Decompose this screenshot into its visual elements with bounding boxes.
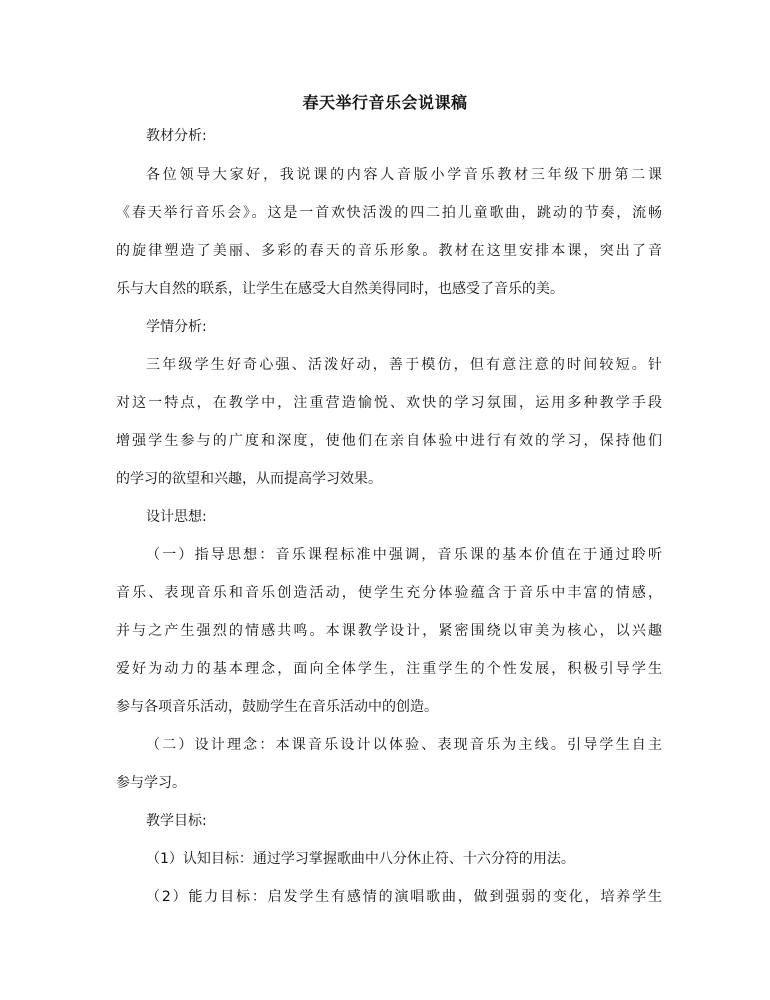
paragraph-line: （二）设计理念：本课音乐设计以体验、表现音乐为主线。引导学生自主 xyxy=(146,737,662,753)
paragraph-line: 各位领导大家好，我说课的内容人音版小学音乐教材三年级下册第二课 xyxy=(146,167,662,183)
goal-item-ability: （2）能力目标：启发学生有感情的演唱歌曲，做到强弱的变化，培养学生 xyxy=(146,889,662,905)
heading-textbook-analysis: 教材分析: xyxy=(146,128,207,144)
paragraph-line: 音乐、表现音乐和音乐创造活动，使学生充分体验蕴含于音乐中丰富的情感， xyxy=(116,585,662,601)
paragraph-line: 参与学习。 xyxy=(116,775,186,791)
paragraph-line: 乐与大自然的联系，让学生在感受大自然美得同时，也感受了音乐的美。 xyxy=(116,281,564,297)
heading-student-analysis: 学情分析: xyxy=(146,319,207,335)
paragraph-line: 对这一特点，在教学中，注重营造愉悦、欢快的学习氛围，运用多种教学手段 xyxy=(116,395,662,411)
paragraph-line: 爱好为动力的基本理念，面向全体学生，注重学生的个性发展，积极引导学生 xyxy=(116,661,662,677)
paragraph-line: （一）指导思想：音乐课程标准中强调，音乐课的基本价值在于通过聆听 xyxy=(146,547,662,563)
paragraph-line: 《春天举行音乐会》。这是一首欢快活泼的四二拍儿童歌曲，跳动的节奏，流畅 xyxy=(116,205,662,221)
paragraph-line: 的旋律塑造了美丽、多彩的春天的音乐形象。教材在这里安排本课，突出了音 xyxy=(116,243,662,259)
paragraph-line: 三年级学生好奇心强、活泼好动，善于模仿，但有意注意的时间较短。针 xyxy=(146,357,662,373)
paragraph-line: 的学习的欲望和兴趣，从而提高学习效果。 xyxy=(116,471,382,487)
document-title: 春天举行音乐会说课稿 xyxy=(302,93,468,112)
heading-design-thinking: 设计思想: xyxy=(146,509,207,525)
paragraph-line: 参与各项音乐活动，鼓励学生在音乐活动中的创造。 xyxy=(116,699,438,715)
heading-teaching-goals: 教学目标: xyxy=(146,813,207,829)
paragraph-line: 并与之产生强烈的情感共鸣。本课教学设计，紧密围绕以审美为核心，以兴趣 xyxy=(116,623,662,639)
paragraph-line: 增强学生参与的广度和深度，使他们在亲自体验中进行有效的学习，保持他们 xyxy=(116,433,662,449)
goal-item-cognitive: （1）认知目标：通过学习掌握歌曲中八分休止符、十六分符的用法。 xyxy=(146,851,575,867)
